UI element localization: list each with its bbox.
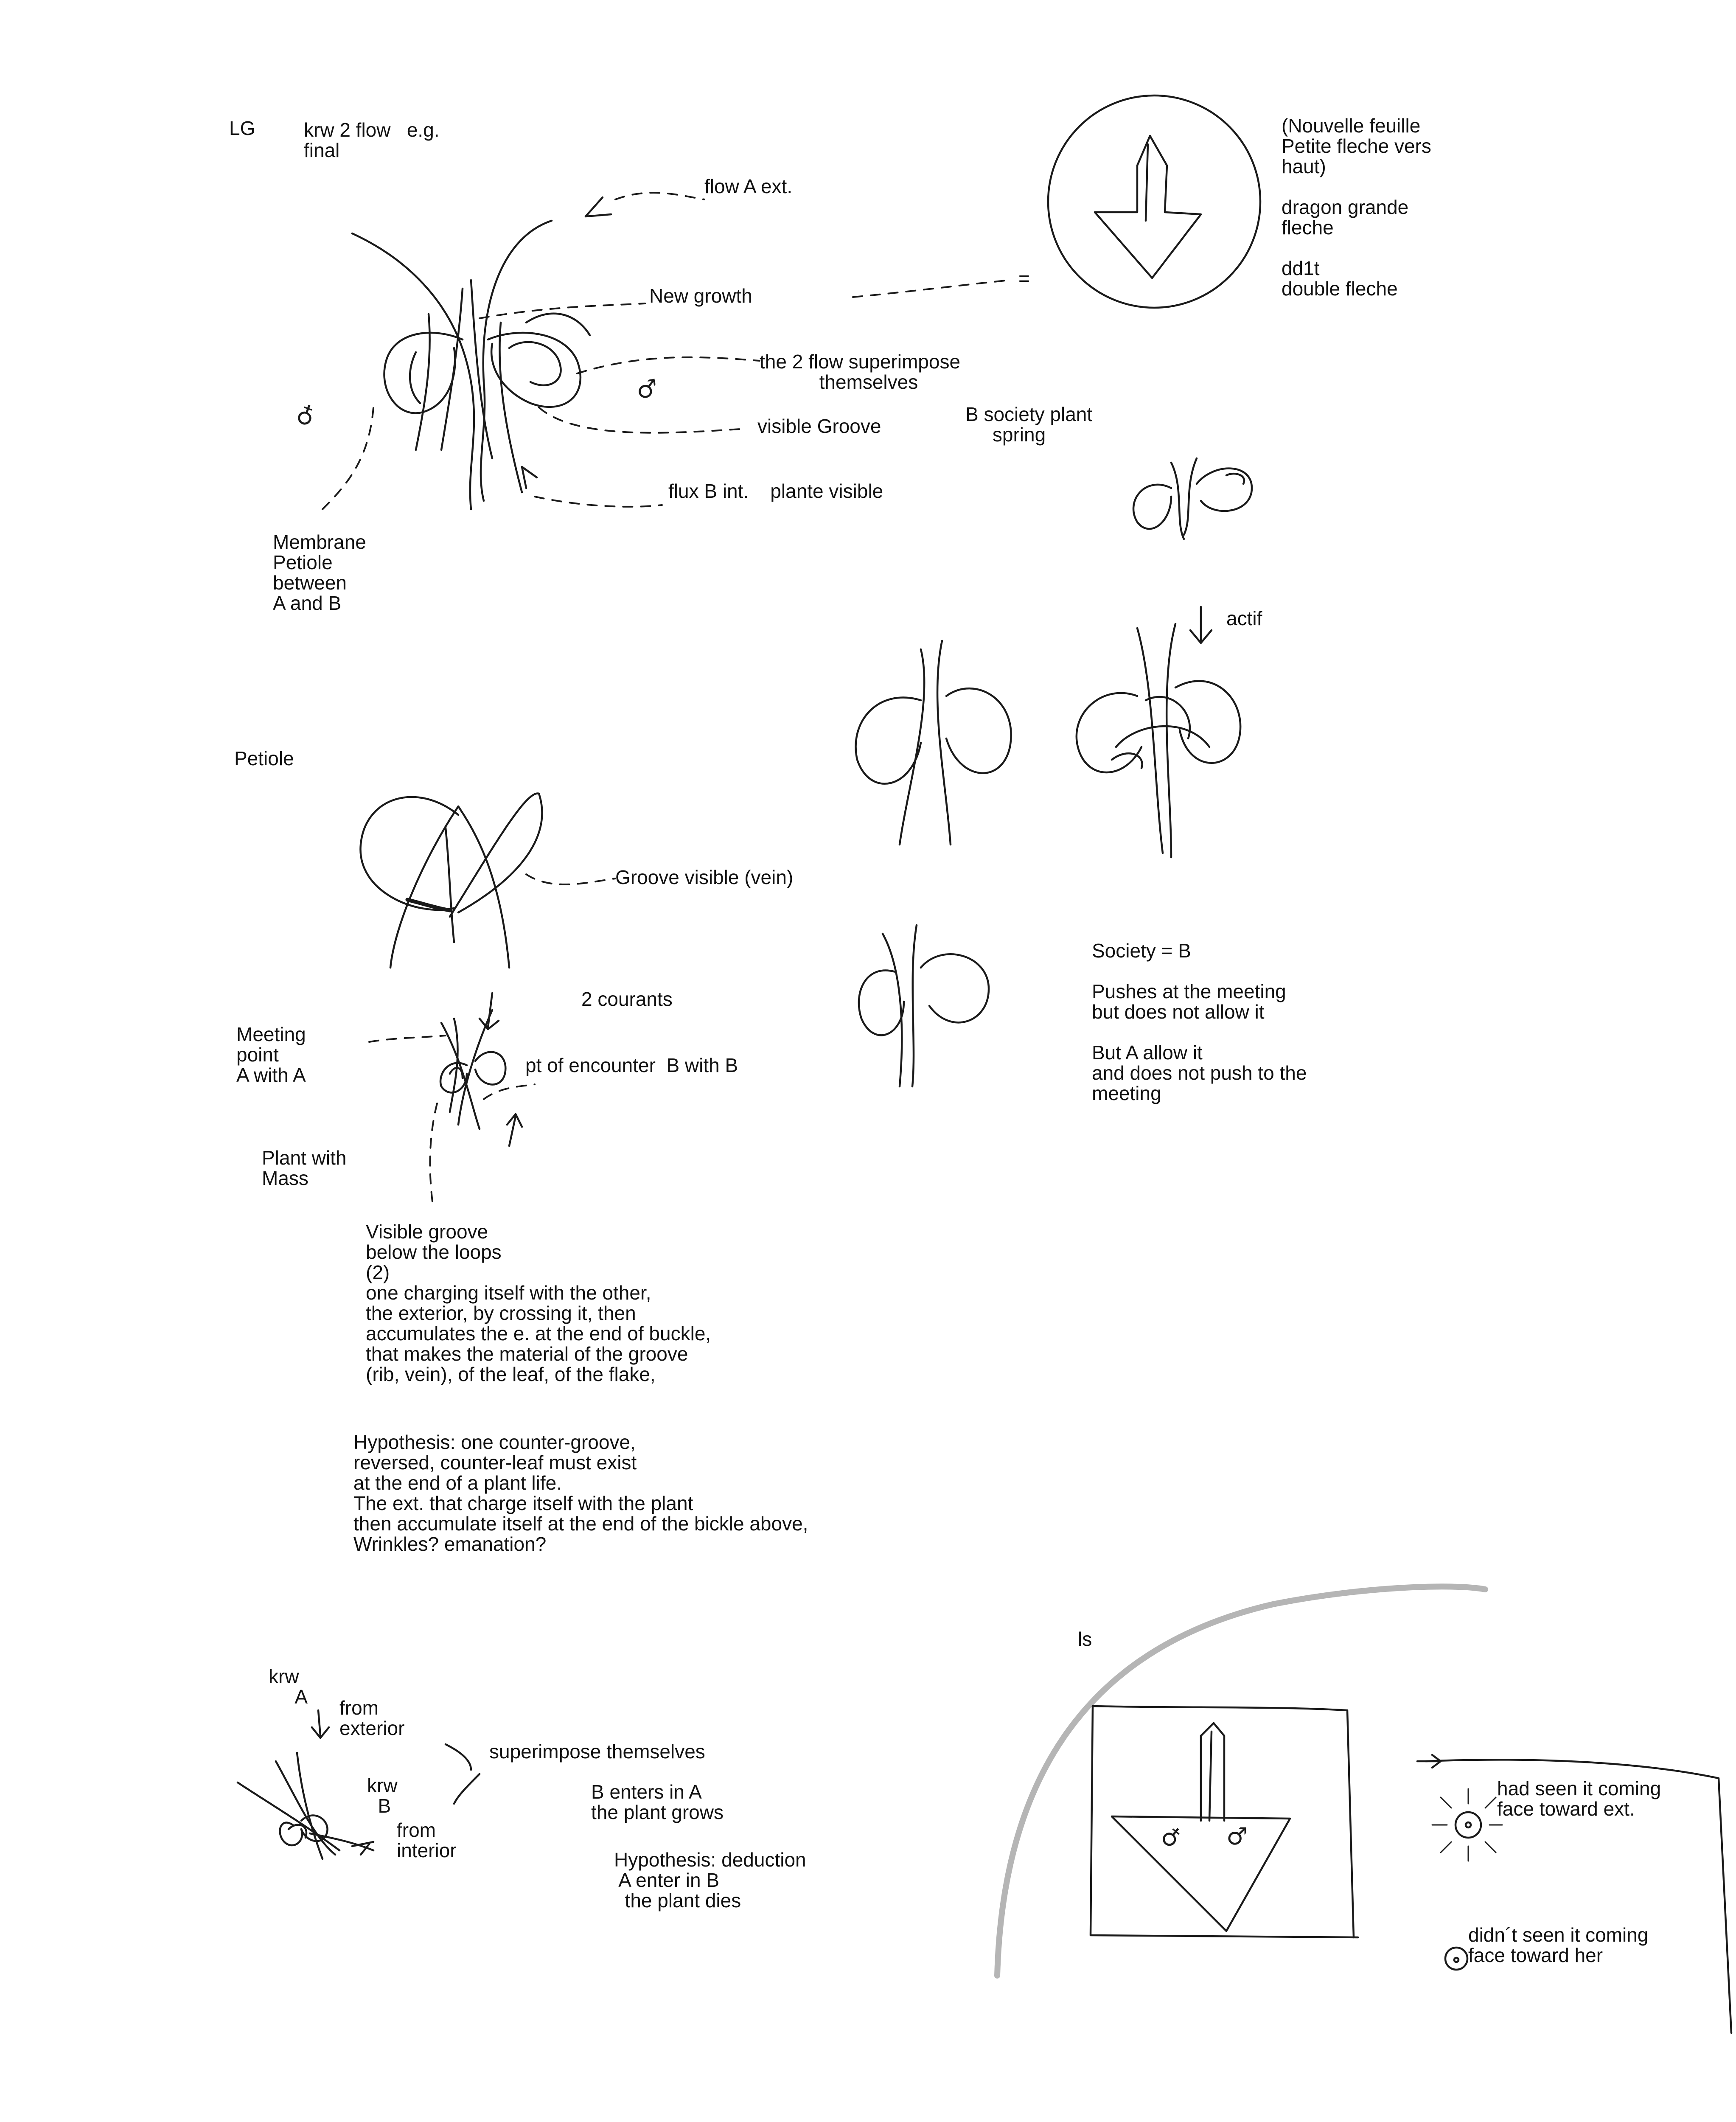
- meeting-point-leader: [369, 1036, 446, 1042]
- male-box-symbol-icon: ♂: [1226, 1823, 1248, 1850]
- krw-ab-drawing: [238, 1753, 373, 1859]
- petiole-drawing: [360, 793, 542, 968]
- label-superimpose-flow: the 2 flow superimpose themselves: [760, 351, 961, 393]
- right-box-arrow: [1417, 1755, 1441, 1768]
- label-actif: actif: [1226, 607, 1262, 629]
- female-symbol-icon: ♀: [292, 399, 319, 432]
- label-nouvelle-feuille: (Nouvelle feuille Petite fleche vers haut) dragon grande fleche dd1t double fleche: [1282, 115, 1431, 300]
- label-superimpose: superimpose themselves: [489, 1740, 705, 1763]
- encounter-arrow: [507, 1114, 522, 1146]
- flux-b-leader: [535, 497, 662, 507]
- label-krw-a: krw A: [269, 1665, 308, 1708]
- plant-middle-left-drawing: [856, 641, 1011, 845]
- label-visible-groove-text: Visible groove below the loops (2) one charging itself with the other, the exterior, by crossing it, then accumulates the e. at the end of buckle, that makes the material of the groove (rib, vein), of the leaf, of the flake,: [366, 1221, 711, 1385]
- plant-society-drawing: [859, 925, 989, 1086]
- label-meeting-point: Meeting point A with A: [236, 1023, 306, 1086]
- encounter-leader: [484, 1084, 535, 1099]
- label-flow-a-ext: flow A ext.: [704, 175, 793, 197]
- label-krw-b: krw B: [367, 1774, 398, 1817]
- label-b-enters: B enters in A the plant grows: [591, 1781, 724, 1823]
- equals-leader: [853, 280, 1010, 297]
- superimpose-leader: [577, 357, 760, 373]
- label-plant-mass: Plant with Mass: [262, 1147, 347, 1189]
- label-from-exterior: from exterior: [339, 1697, 405, 1739]
- label-krw-flow: krw 2 flow e.g. final: [304, 119, 440, 161]
- label-ls: ls: [1078, 1628, 1092, 1650]
- plain-face-drawing: [1445, 1948, 1467, 1970]
- label-lg: LG: [229, 117, 255, 139]
- label-groove-vein: Groove visible (vein): [615, 866, 794, 888]
- female-box-symbol-icon: ♀: [1155, 1821, 1187, 1853]
- flow-a-arrow: [586, 197, 611, 216]
- flux-b-arrow: [522, 467, 537, 488]
- b-society-plant-drawing: [1133, 458, 1252, 539]
- male-symbol-icon: ♂: [634, 374, 660, 405]
- ls-section-arc: [997, 1586, 1485, 1976]
- label-didnt-seen: didn´t seen it coming face toward her: [1468, 1924, 1649, 1966]
- actif-arrow: [1190, 607, 1212, 643]
- label-deduction: Hypothesis: deduction A enter in B the plant dies: [614, 1849, 806, 1911]
- label-from-interior: from interior: [397, 1819, 457, 1861]
- sun-face-drawing: [1432, 1789, 1502, 1861]
- label-new-growth: New growth: [649, 285, 752, 307]
- label-pt-encounter: pt of encounter B with B: [525, 1054, 738, 1076]
- superimpose-mark-bottom: [454, 1774, 480, 1804]
- label-equals: =: [1018, 267, 1030, 289]
- label-had-seen: had seen it coming face toward ext.: [1497, 1777, 1661, 1820]
- label-visible-groove: visible Groove: [757, 415, 881, 437]
- membrane-leader: [323, 407, 373, 509]
- label-society-b: Society = B Pushes at the meeting but does not allow it But A allow it and does not push to the meeting: [1092, 940, 1307, 1104]
- plant-mass-leader: [430, 1103, 437, 1205]
- flow-a-leader: [615, 193, 704, 199]
- plant-two-flows-drawing: [352, 221, 590, 509]
- label-two-courants: 2 courants: [581, 988, 673, 1010]
- label-petiole: Petiole: [234, 747, 294, 769]
- label-flux-b-int: flux B int. plante visible: [668, 480, 883, 502]
- label-membrane: Membrane Petiole between A and B: [273, 531, 366, 614]
- krw-a-arrow: [312, 1710, 329, 1738]
- plant-actif-drawing: [1077, 624, 1240, 857]
- two-courants-arrow: [480, 993, 499, 1029]
- superimpose-mark-top: [446, 1744, 471, 1770]
- new-growth-leader: [480, 303, 645, 318]
- ls-box-drawing: [1091, 1706, 1358, 1937]
- groove-vein-leader: [526, 874, 615, 884]
- label-hypothesis: Hypothesis: one counter-groove, reversed, counter-leaf must exist at the end of a plant life. The ext. that charge itself with the plant then accumulate itself at the end of the bickle above, Wrinkles? emanation?: [353, 1431, 808, 1555]
- circle-arrow-drawing: [1048, 95, 1260, 308]
- label-b-society: B society plant spring: [965, 403, 1093, 446]
- meeting-point-drawing: [440, 1010, 505, 1129]
- groove-leader: [539, 407, 747, 433]
